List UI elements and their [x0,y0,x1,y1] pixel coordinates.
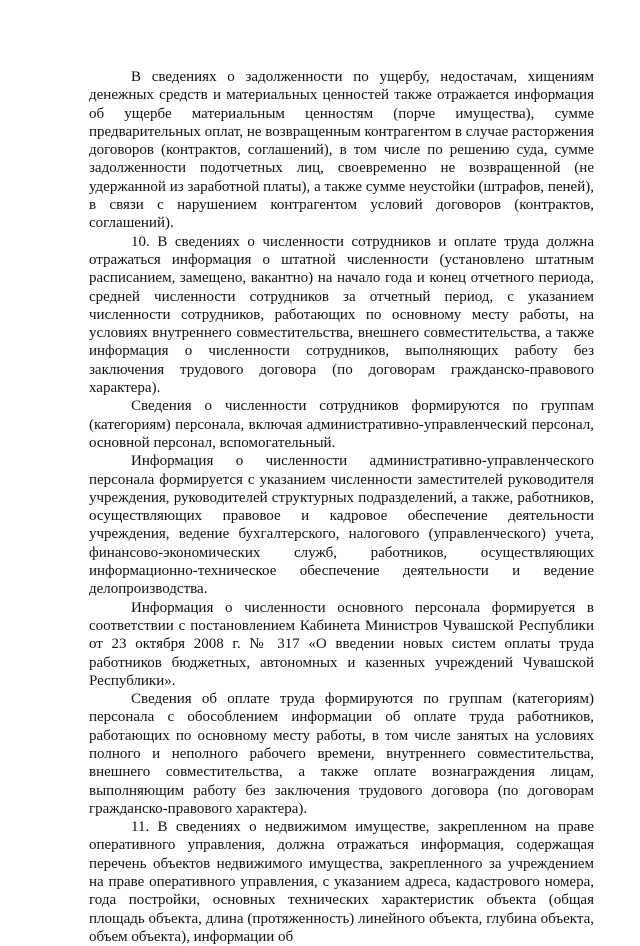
paragraph-real-estate: 11. В сведениях о недвижимом имуществе, закрепленном на праве оперативного управления, должна отражаться информация, содержащая перечень объектов недвижимого имущества, закрепленного за учреждением на праве оперативного управления, с указанием адреса, кадастрового номера, года постройки, основных технических характеристик объекта (общая площадь объекта, длина (протяженность) линейного объекта, глубина объекта, объем объекта), информации об [89,819,594,945]
paragraph-debt-damage: В сведениях о задолженности по ущербу, недостачам, хищениям денежных средств и материальных ценностей также отражается информация об ущербе материальным ценностям (порче имущества), сумме предварительных оплат, не возвращенным контрагентом в случае расторжения договоров (контрактов, соглашений), в том числе по решению суда, сумме задолженности подотчетных лиц, своевременно не возвращенной (не удержанной из заработной платы), а также сумме неустойки (штрафов, пеней), в связи с нарушением контрагентом условий договоров (контрактов, соглашений). [89,69,594,232]
document-page [89,68,594,946]
paragraph-staff-groups: Сведения о численности сотрудников формируются по группам (категориям) персонала, включая административно-управленческий персонал, основной персонал, вспомогательный. [89,398,594,451]
paragraph-employee-count: 10. В сведениях о численности сотрудников и оплате труда должна отражаться информация о штатной численности (установлено штатным расписанием, замещено, вакантно) на начало года и конец отчетного периода, средней численности сотрудников за отчетный период, с указанием численности сотрудников, работающих по основному месту работы, на условиях внутреннего совместительства, внешнего совместительства, а также информация о численности сотрудников, выполняющих работу без заключения трудового договора (по договорам гражданско-правового характера). [89,233,594,397]
paragraph-main-staff: Информация о численности основного персонала формируется в соответствии с постановлением Кабинета Министров Чувашской Республики от 23 октября 2008 г. № 317 «О введении новых систем оплаты труда работников бюджетных, автономных и казенных учреждений Чувашской Республики». [89,599,594,689]
paragraph-admin-staff: Информация о численности административно-управленческого персонала формируется с указанием численности заместителей руководителя учреждения, руководителей структурных подразделений, а также, работников, осуществляющих правовое и кадровое обеспечение деятельности учреждения, ведение бухгалтерского, налогового (управленческого) учета, финансово-экономических служб, работников, осуществляющих информационно-техническое обеспечение деятельности и ведение делопроизводства. [89,453,594,598]
paragraph-payroll: Сведения об оплате труда формируются по группам (категориям) персонала с обособлением информации об оплате труда работников, работающих по основному месту работы, в том числе занятых на условиях полного и неполного рабочего времени, внутреннего совместительства, внешнего совместительства, а также оплате вознаграждения лицам, выполняющим работу без заключения трудового договора (по договорам гражданско-правового характера). [89,691,594,817]
